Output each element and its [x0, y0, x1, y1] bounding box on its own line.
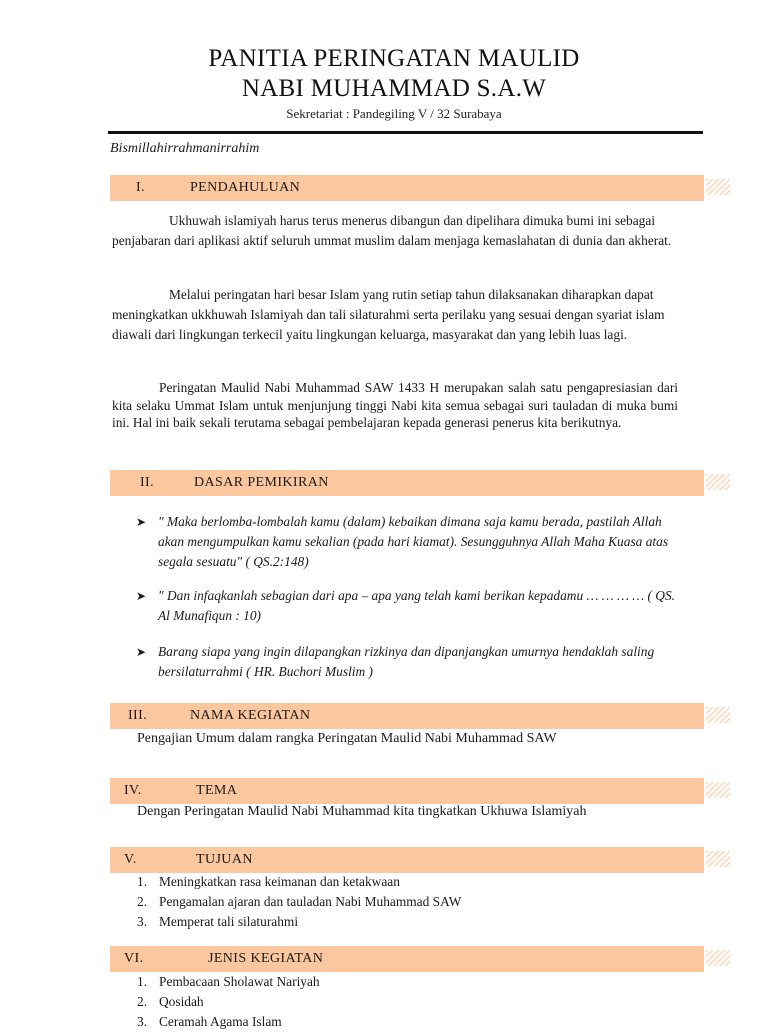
header-rule: [108, 131, 703, 134]
item-number: 3.: [137, 914, 148, 929]
section-number: V.: [124, 852, 137, 867]
quote-text: " Maka berlomba-lombalah kamu (dalam) kebaikan dimana saja kamu berada, pastilah Allah akan mengumpulkan kamu sekalian (pada hari kiamat). Sesungguhnya Allah Maha Kuasa atas segala sesuatu" ( QS.2:148): [158, 514, 669, 569]
section-number: II.: [140, 475, 155, 490]
list-item: [137, 1012, 677, 1032]
arrow-bullet-icon: ➤: [136, 515, 147, 529]
item-text: Memperat tali silaturahmi: [159, 914, 299, 929]
section-heading-tema: [110, 778, 704, 804]
item-number: 2.: [137, 894, 148, 909]
section-heading-dasar-pemikiran: [110, 470, 704, 496]
section-heading-nama-kegiatan: [110, 703, 704, 729]
section-number: VI.: [124, 951, 144, 966]
section-label: NAMA KEGIATAN: [190, 708, 311, 723]
band-fade: [706, 950, 730, 966]
section-heading-jenis-kegiatan: [110, 946, 704, 972]
paragraph: Melalui peringatan hari besar Islam yang rutin setiap tahun dilaksanakan diharapkan dapat meningkatkan ukkhuwah Islamiyah dan tali silaturahmi serta perilaku yang sesuai dengan syariat islam diawali dari lingkungan terkecil yaitu lingkungan keluarga, masyarakat dan yang lebih luas lagi.: [112, 287, 665, 342]
band-fade: [706, 474, 730, 490]
list-item: [137, 892, 677, 912]
activity-types-list: [137, 972, 677, 1032]
section-number: I.: [136, 180, 145, 195]
band-fade: [706, 179, 730, 195]
arrow-bullet-icon: ➤: [136, 589, 147, 603]
quote-text: Barang siapa yang ingin dilapangkan rizkinya dan dipanjangkan umurnya hendaklah saling bersilaturrahmi ( HR. Buchori Muslim ): [158, 644, 655, 679]
activity-name: Pengajian Umum dalam rangka Peringatan Maulid Nabi Muhammad SAW: [137, 731, 557, 746]
title-line-1: PANITIA PERINGATAN MAULID: [208, 45, 580, 72]
secretariat-address: Sekretariat : Pandegiling V / 32 Surabaya: [286, 106, 502, 121]
goals-list: [137, 872, 677, 932]
paragraph: Ukhuwah islamiyah harus terus menerus dibangun dan dipelihara dimuka bumi ini sebagai penjabaran dari aplikasi aktif seluruh ummat muslim dalam menjaga kemaslahatan di dunia dan akherat.: [112, 213, 672, 248]
section-label: PENDAHULUAN: [190, 180, 301, 195]
section-number: IV.: [124, 783, 142, 798]
opening-basmalah: Bismillahirrahmanirrahim: [110, 141, 260, 156]
theme-text: Dengan Peringatan Maulid Nabi Muhammad kita tingkatkan Ukhuwa Islamiyah: [137, 804, 587, 819]
item-number: 2.: [137, 994, 148, 1009]
item-text: Qosidah: [159, 994, 204, 1009]
letterhead: [0, 44, 768, 122]
list-item: [136, 586, 681, 626]
section-label: TEMA: [196, 783, 238, 798]
section-heading-tujuan: [110, 847, 704, 873]
list-item: [136, 512, 681, 572]
section-label: JENIS KEGIATAN: [208, 951, 324, 966]
section-number: III.: [128, 708, 148, 723]
list-item: [136, 642, 681, 682]
item-text: Meningkatkan rasa keimanan dan ketakwaan: [159, 874, 400, 889]
quote-text: " Dan infaqkanlah sebagian dari apa – apa yang telah kami berikan kepadamu … … … … ( QS. Al Munafiqun : 10): [158, 588, 676, 623]
band-fade: [706, 851, 730, 867]
item-number: 1.: [137, 874, 148, 889]
item-text: Ceramah Agama Islam: [159, 1014, 282, 1029]
list-item: [137, 992, 677, 1012]
title-line-2: NABI MUHAMMAD S.A.W: [241, 75, 547, 102]
arrow-bullet-icon: ➤: [136, 645, 147, 659]
section-heading-pendahuluan: [110, 175, 704, 201]
item-number: 3.: [137, 1014, 148, 1029]
item-text: Pembacaan Sholawat Nariyah: [159, 974, 320, 989]
item-text: Pengamalan ajaran dan tauladan Nabi Muhammad SAW: [159, 894, 462, 909]
list-item: [137, 972, 677, 992]
list-item: [137, 912, 677, 932]
paragraph: Peringatan Maulid Nabi Muhammad SAW 1433 H merupakan salah satu pengapresiasian dari kita selaku Ummat Islam untuk menjunjung tinggi Nabi kita semua sebagai suri tauladan di muka bumi ini. Hal ini baik sekali terutama sebagai pembelajaran kepada generasi penerus kita berikutnya.: [112, 380, 678, 430]
item-number: 1.: [137, 974, 148, 989]
band-fade: [706, 707, 730, 723]
section-label: TUJUAN: [196, 852, 253, 867]
band-fade: [706, 782, 730, 798]
list-item: [137, 872, 677, 892]
section-label: DASAR PEMIKIRAN: [194, 475, 329, 490]
